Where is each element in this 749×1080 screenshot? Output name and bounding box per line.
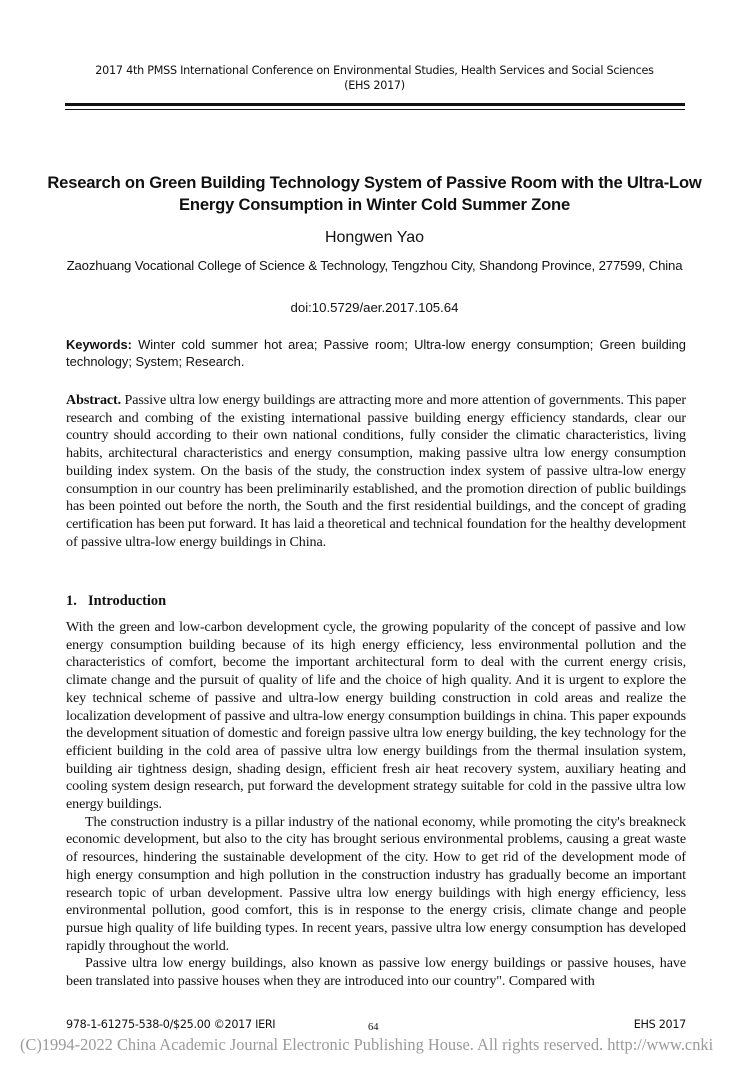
author-affiliation: Zaozhuang Vocational College of Science & Technology, Tengzhou City, Shandong Province, 277599, China	[66, 258, 683, 273]
header-rule-thick	[65, 103, 685, 106]
paragraph: With the green and low-carbon development cycle, the growing popularity of the concept of passive and low energy consumption building because of its high energy efficiency, less environmental pollution and the characteristics of comfort, become the important architectural form to deal with the current energy crisis, climate change and the pursuit of quality of life and the choice of high quality. And it is urgent to explore the key technical scheme of passive and ultra-low energy building construction in cold areas and realize the localization development of passive and ultra-low energy consumption buildings in china. This paper expounds the development situation of domestic and foreign passive ultra low energy building, the key technology for the efficient building in the cold area of passive ultra low energy buildings from the thermal insulation system, building air tightness design, shading design, efficient fresh air heat recovery system, auxiliary heating and cooling system design research, put forward the development strategy suitable for cold in the passive ultra low energy buildings.	[66, 619, 686, 813]
conference-header	[40, 63, 709, 93]
paragraph: Passive ultra low energy buildings, also known as passive low energy buildings or passive houses, have been translated into passive houses when they are introduced into our country". Compared with	[66, 955, 686, 990]
introduction-body	[66, 619, 686, 991]
section-number: 1.	[66, 593, 77, 609]
header-rule-thin	[65, 109, 685, 110]
doi: doi:10.5729/aer.2017.105.64	[290, 300, 459, 315]
paper-title: Research on Green Building Technology System of Passive Room with the Ultra-Low Energy Consumption in Winter Cold Summer Zone	[47, 173, 702, 214]
abstract-text: Passive ultra low energy buildings are attracting more and more attention of governments. This paper research and combing of the existing international passive building energy efficiency standards, clear our country should according to their own national conditions, fully consider the climatic characteristics, living habits, architectural characteristics and energy consumption, making passive ultra low energy consumption building index system. On the basis of the study, the construction index system of passive ultra-low energy consumption in our country has been preliminarily established, and the promotion direction of public buildings has been pointed out before the north, the South and the first residential buildings, and the concept of grading certification has been put forward. It has laid a theoretical and technical foundation for the healthy development of passive ultra-low energy buildings in China.	[66, 392, 686, 550]
keywords-label: Keywords:	[66, 337, 132, 352]
section-heading-introduction	[66, 592, 166, 610]
footer-isbn: 978-1-61275-538-0/$25.00 ©2017 IERI	[66, 1018, 276, 1031]
page-footer	[66, 1017, 686, 1035]
keywords	[66, 336, 686, 370]
page-number: 64	[368, 1022, 379, 1033]
copyright-watermark: (C)1994-2022 China Academic Journal Electronic Publishing House. All rights reserved. http://www.cnki	[20, 1035, 714, 1054]
conference-name: 2017 4th PMSS International Conference on Environmental Studies, Health Services and Social Sciences	[95, 64, 654, 77]
keywords-text: Winter cold summer hot area; Passive room; Ultra-low energy consumption; Green building technology; System; Research.	[66, 337, 686, 369]
footer-conference: EHS 2017	[633, 1018, 686, 1031]
conference-abbrev: (EHS 2017)	[344, 79, 405, 92]
paragraph: The construction industry is a pillar industry of the national economy, while promoting the city's breakneck economic development, but also to the city has brought serious environmental problems, causing a great waste of resources, hindering the sustainable development of the city. How to get rid of the development mode of high energy consumption and high pollution in the construction industry has gradually become an important research topic of urban development. Passive ultra low energy buildings with high energy efficiency, less environmental pollution, good comfort, this is in response to the energy crisis, climate change and people pursue high quality of life building types. In recent years, passive ultra low energy consumption has developed rapidly throughout the world.	[66, 813, 686, 954]
section-title: Introduction	[88, 593, 167, 609]
author-name: Hongwen Yao	[324, 229, 425, 246]
abstract	[66, 392, 686, 551]
abstract-label: Abstract.	[66, 392, 122, 408]
